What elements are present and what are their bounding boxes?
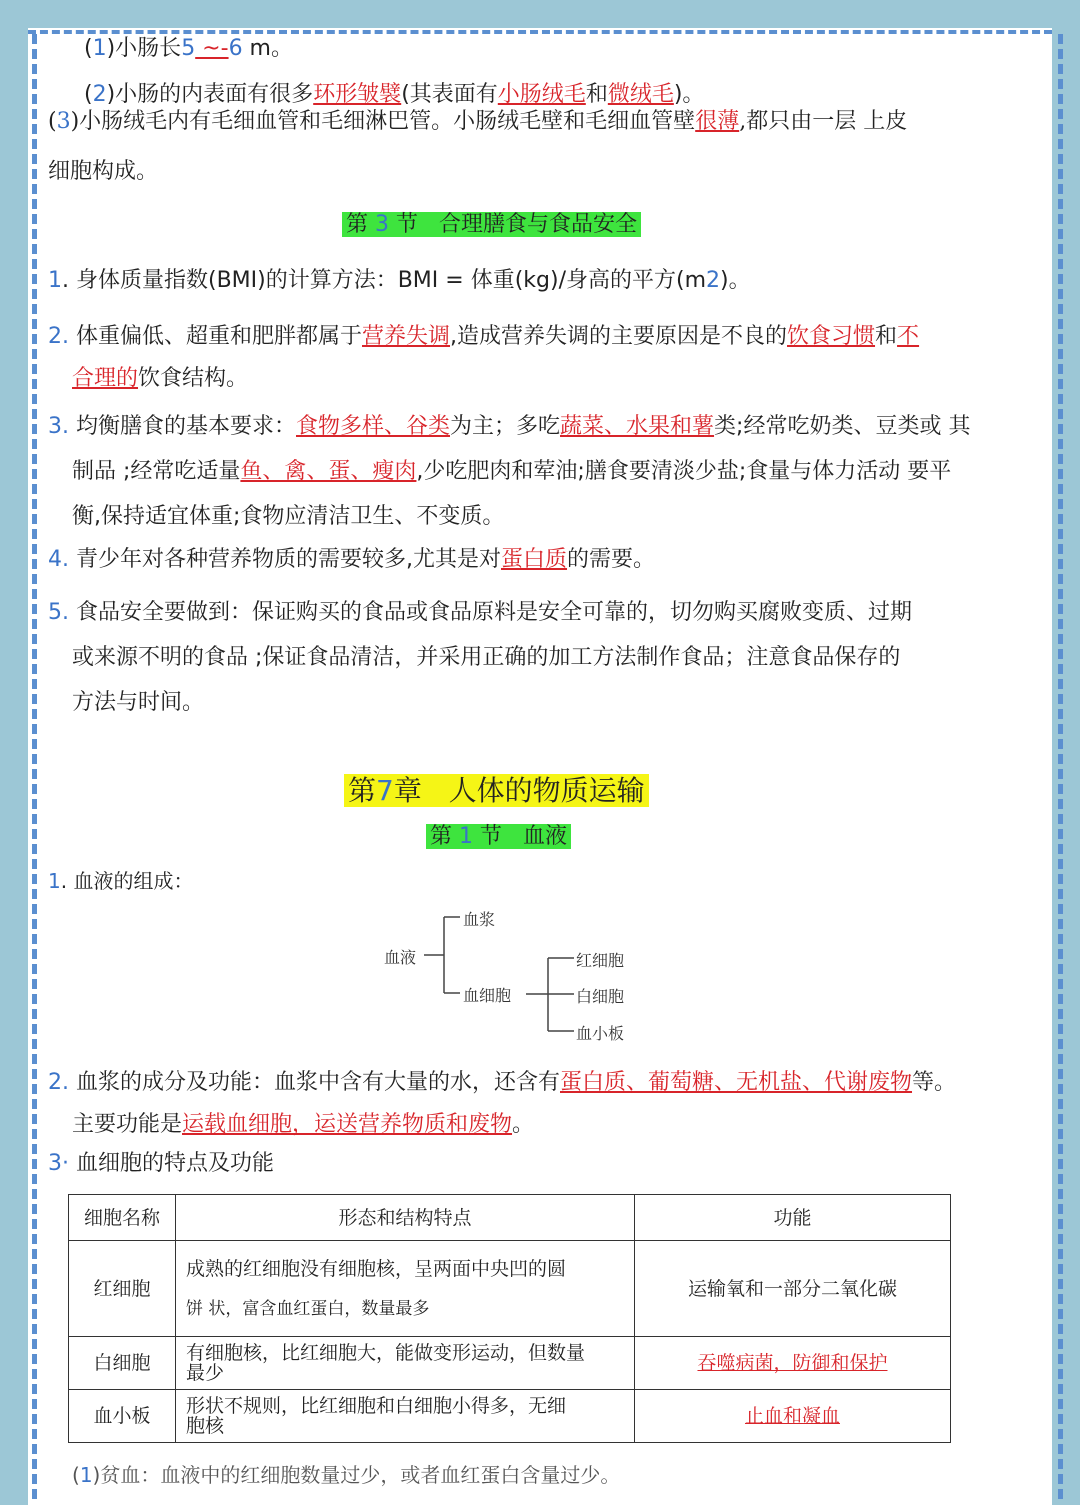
item-bmi bbox=[48, 266, 751, 296]
feature-line: 形状不规则，比红细胞和白细胞小得多，无细 bbox=[186, 1395, 567, 1417]
text: 体重偏低、超重和肥胖都属于 bbox=[69, 324, 362, 349]
text: 血浆的成分及功能：血浆中含有大量的水，还含有 bbox=[69, 1070, 560, 1095]
text: ,都只由一层 上皮 bbox=[739, 109, 908, 134]
text: 章 bbox=[393, 774, 422, 807]
text: 第 bbox=[430, 824, 453, 849]
table-header: 形态和结构特点 bbox=[176, 1195, 635, 1241]
table-row bbox=[69, 1337, 951, 1390]
answer: 运载血细胞，运送营养物质和废物 bbox=[182, 1112, 513, 1137]
section-heading-3 bbox=[342, 210, 641, 240]
text: (其表面有 bbox=[401, 82, 498, 107]
text: 血细胞的特点及功能 bbox=[69, 1151, 274, 1176]
blood-cell-table bbox=[68, 1194, 951, 1443]
cell-feature bbox=[176, 1337, 635, 1390]
text: 。 bbox=[512, 1112, 535, 1137]
answer: 环形皱襞 bbox=[313, 82, 402, 107]
text: ,造成营养失调的主要原因是不良的 bbox=[450, 324, 788, 349]
text: ( bbox=[72, 1463, 80, 1487]
answer: 微绒毛 bbox=[607, 82, 674, 107]
item-balanced-diet bbox=[48, 412, 970, 442]
line-villi-structure-cont: 细胞构成。 bbox=[48, 159, 159, 184]
number: 3· bbox=[48, 1151, 69, 1176]
answer: 蔬菜、水果和薯 bbox=[560, 414, 715, 439]
number: 4. bbox=[48, 547, 69, 572]
item-malnutrition bbox=[48, 322, 919, 352]
text: ( bbox=[84, 36, 93, 61]
feature-line: 最少 bbox=[186, 1362, 225, 1384]
table-row bbox=[69, 1241, 951, 1337]
item-blood-cells-heading bbox=[48, 1149, 274, 1179]
cell-feature bbox=[176, 1390, 635, 1443]
text: 食品安全要做到：保证购买的食品或食品原料是安全可靠的，切勿购买腐败变质、过期 bbox=[69, 600, 912, 625]
text: m。 bbox=[242, 36, 293, 61]
answer: 鱼、禽、蛋、瘦肉 bbox=[240, 459, 417, 484]
text: ( bbox=[48, 109, 57, 134]
chapter-title: 人体的物质运输 bbox=[448, 774, 645, 807]
cell-function bbox=[635, 1337, 951, 1390]
text: 类;经常吃奶类、豆类或 其 bbox=[714, 414, 971, 439]
number: 7 bbox=[376, 774, 394, 807]
item-food-safety-cont: 或来源不明的食品 ;保证食品清洁，并采用正确的加工方法制作食品；注意食品保存的 bbox=[72, 645, 901, 670]
item-balanced-diet-cont2: 衡,保持适宜体重;食物应清洁卫生、不变质。 bbox=[72, 504, 505, 529]
number: 2 bbox=[706, 268, 720, 293]
text: 主要功能是 bbox=[72, 1112, 183, 1137]
table-header-row bbox=[69, 1195, 951, 1241]
item-blood-composition bbox=[48, 866, 193, 896]
number: 5 bbox=[181, 36, 196, 61]
answer: 很薄 bbox=[695, 109, 740, 134]
number: 1 bbox=[79, 1463, 93, 1487]
footer-anemia-line bbox=[72, 1460, 620, 1490]
text: )。 bbox=[673, 82, 705, 107]
number: 2. bbox=[48, 324, 69, 349]
text: 制品 ;经常吃适量 bbox=[72, 459, 241, 484]
cell-function bbox=[635, 1390, 951, 1443]
text: 均衡膳食的基本要求： bbox=[69, 414, 296, 439]
text: . 身体质量指数(BMI)的计算方法：BMI = 体重(kg)/身高的平方(m bbox=[62, 268, 706, 293]
number: 2. bbox=[48, 1070, 69, 1095]
feature-line: 饼 状，富含血红蛋白，数量最多 bbox=[186, 1298, 430, 1319]
item-food-safety bbox=[48, 598, 912, 628]
answer: 不 bbox=[897, 324, 920, 349]
diagram-red-blood-cell: 红细胞 bbox=[576, 951, 625, 970]
section-heading-1 bbox=[426, 822, 571, 852]
diagram-blood-cells: 血细胞 bbox=[463, 986, 512, 1005]
diagram-plasma: 血浆 bbox=[463, 910, 496, 929]
answer: 营养失调 bbox=[362, 324, 451, 349]
cell-name: 血小板 bbox=[69, 1390, 176, 1443]
text: )小肠长 bbox=[106, 36, 182, 61]
section-title: 血液 bbox=[523, 824, 568, 849]
answer: 蛋白质 bbox=[501, 547, 568, 572]
line-small-intestine-length bbox=[84, 34, 293, 64]
answer: 吞噬病菌，防御和保护 bbox=[697, 1352, 888, 1374]
item-teen-protein bbox=[48, 545, 655, 575]
number: 3. bbox=[48, 414, 69, 439]
text: 饮食结构。 bbox=[138, 366, 249, 391]
diagram-platelet: 血小板 bbox=[576, 1024, 625, 1043]
text: )小肠绒毛内有毛细血管和毛细淋巴管。小肠绒毛壁和毛细血管壁 bbox=[70, 109, 696, 134]
dashed-border-right bbox=[1058, 34, 1063, 1499]
text: 的需要。 bbox=[567, 547, 656, 572]
item-malnutrition-cont bbox=[72, 364, 248, 394]
answer: 蛋白质、葡萄糖、无机盐、代谢废物 bbox=[560, 1070, 913, 1095]
text: 青少年对各种营养物质的需要较多,尤其是对 bbox=[69, 547, 501, 572]
feature-line: 有细胞核，比红细胞大，能做变形运动，但数量 bbox=[186, 1342, 586, 1364]
text: ,少吃肥肉和荤油;膳食要清淡少盐;食量与体力活动 要平 bbox=[416, 459, 952, 484]
item-plasma-cont bbox=[72, 1110, 534, 1140]
line-inner-surface bbox=[84, 80, 704, 110]
text: 等。 bbox=[912, 1070, 957, 1095]
line-villi-structure bbox=[48, 107, 907, 137]
cell-feature bbox=[176, 1241, 635, 1337]
number: 3 bbox=[375, 212, 390, 237]
number: 5. bbox=[48, 600, 69, 625]
number: 1 bbox=[92, 36, 107, 61]
text: 节 bbox=[396, 212, 419, 237]
section-title: 合理膳食与食品安全 bbox=[439, 212, 638, 237]
diagram-root-blood: 血液 bbox=[384, 948, 417, 967]
feature-line: 胞核 bbox=[186, 1415, 225, 1437]
text: )贫血：血液中的红细胞数量过少，或者血红蛋白含量过少。 bbox=[92, 1463, 621, 1487]
item-food-safety-cont2: 方法与时间。 bbox=[72, 690, 205, 715]
chapter-heading-7 bbox=[344, 774, 649, 808]
answer: 食物多样、谷类 bbox=[296, 414, 451, 439]
item-balanced-diet-cont bbox=[72, 457, 951, 487]
text: )小肠的内表面有很多 bbox=[106, 82, 314, 107]
answer: 止血和凝血 bbox=[744, 1405, 840, 1427]
table-row bbox=[69, 1390, 951, 1443]
cell-name: 白细胞 bbox=[69, 1337, 176, 1390]
number: 1 bbox=[48, 869, 61, 893]
number: 3 bbox=[56, 109, 71, 134]
text: 第 bbox=[348, 774, 377, 807]
cell-name: 红细胞 bbox=[69, 1241, 176, 1337]
item-plasma bbox=[48, 1068, 956, 1098]
text: 为主；多吃 bbox=[450, 414, 561, 439]
answer: ~- bbox=[195, 36, 229, 61]
number: 1 bbox=[459, 824, 474, 849]
table-header: 功能 bbox=[635, 1195, 951, 1241]
dashed-border-left bbox=[32, 34, 37, 1499]
answer: 合理的 bbox=[72, 366, 139, 391]
text: )。 bbox=[720, 268, 751, 293]
number: 6 bbox=[228, 36, 243, 61]
text: 节 bbox=[480, 824, 503, 849]
diagram-white-blood-cell: 白细胞 bbox=[576, 987, 625, 1006]
answer: 饮食习惯 bbox=[787, 324, 876, 349]
number: 2 bbox=[92, 82, 107, 107]
text: 和 bbox=[585, 82, 608, 107]
text: . 血液的组成： bbox=[60, 869, 194, 893]
table-header: 细胞名称 bbox=[69, 1195, 176, 1241]
answer: 小肠绒毛 bbox=[497, 82, 586, 107]
text: 第 bbox=[346, 212, 369, 237]
text: ( bbox=[84, 82, 93, 107]
cell-function: 运输氧和一部分二氧化碳 bbox=[635, 1241, 951, 1337]
text: 和 bbox=[875, 324, 898, 349]
number: 1 bbox=[48, 268, 62, 293]
feature-line: 成熟的红细胞没有细胞核，呈两面中央凹的圆 bbox=[186, 1257, 567, 1280]
